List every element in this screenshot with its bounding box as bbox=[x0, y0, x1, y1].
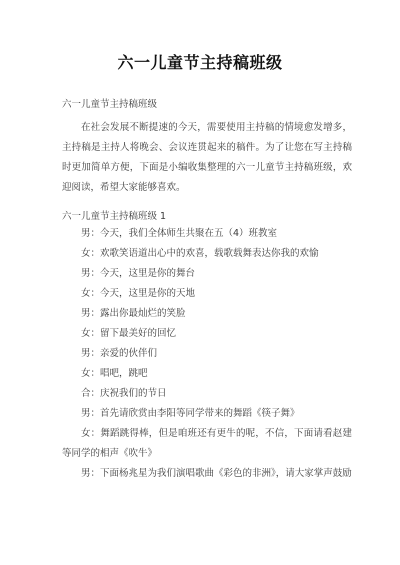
script-line: 男：首先请欣赏由李阳等同学带来的舞蹈《筷子舞》 bbox=[81, 408, 300, 419]
page-title: 六一儿童节主持稿班级 bbox=[117, 53, 283, 72]
script-lines bbox=[62, 224, 352, 484]
script-line: 女：欢歌笑语道出心中的欢喜，载歌载舞表达你我的欢愉 bbox=[81, 248, 319, 259]
section-heading: 六一儿童节主持稿班级 bbox=[62, 99, 158, 110]
script-line: 女：舞蹈跳得棒，但是咱班还有更牛的呢，不信，下面请看赵建等同学的相声《吹牛》 bbox=[62, 428, 352, 459]
script-line: 女：留下最美好的回忆 bbox=[81, 328, 177, 339]
script-line: 合：庆祝我们的节日 bbox=[81, 388, 167, 399]
script-line: 男：亲爱的伙伴们 bbox=[81, 348, 158, 359]
intro-paragraph: 在社会发展不断提速的今天，需要使用主持稿的情境愈发增多，主持稿是主持人将晚会、会议连贯起来的稿件。为了让您在写主持稿时更加简单方便，下面是小编收集整理的六一儿童节主持稿班级，欢迎阅读，希望大家能够喜欢。 bbox=[62, 122, 352, 193]
script-line: 女：今天，这里是你的天地 bbox=[81, 288, 196, 299]
script-line: 男：下面杨兆星为我们演唱歌曲《彩色的非洲》，请大家掌声鼓励 bbox=[81, 468, 352, 479]
script-line: 男：露出你最灿烂的笑脸 bbox=[81, 308, 186, 319]
section-subheading: 六一儿童节主持稿班级 1 bbox=[62, 211, 167, 222]
script-line: 女：唱吧，跳吧 bbox=[81, 368, 148, 379]
script-line: 男：今天，这里是你的舞台 bbox=[81, 268, 196, 279]
script-line: 男：今天，我们全体师生共聚在五（4）班教室 bbox=[81, 228, 278, 239]
